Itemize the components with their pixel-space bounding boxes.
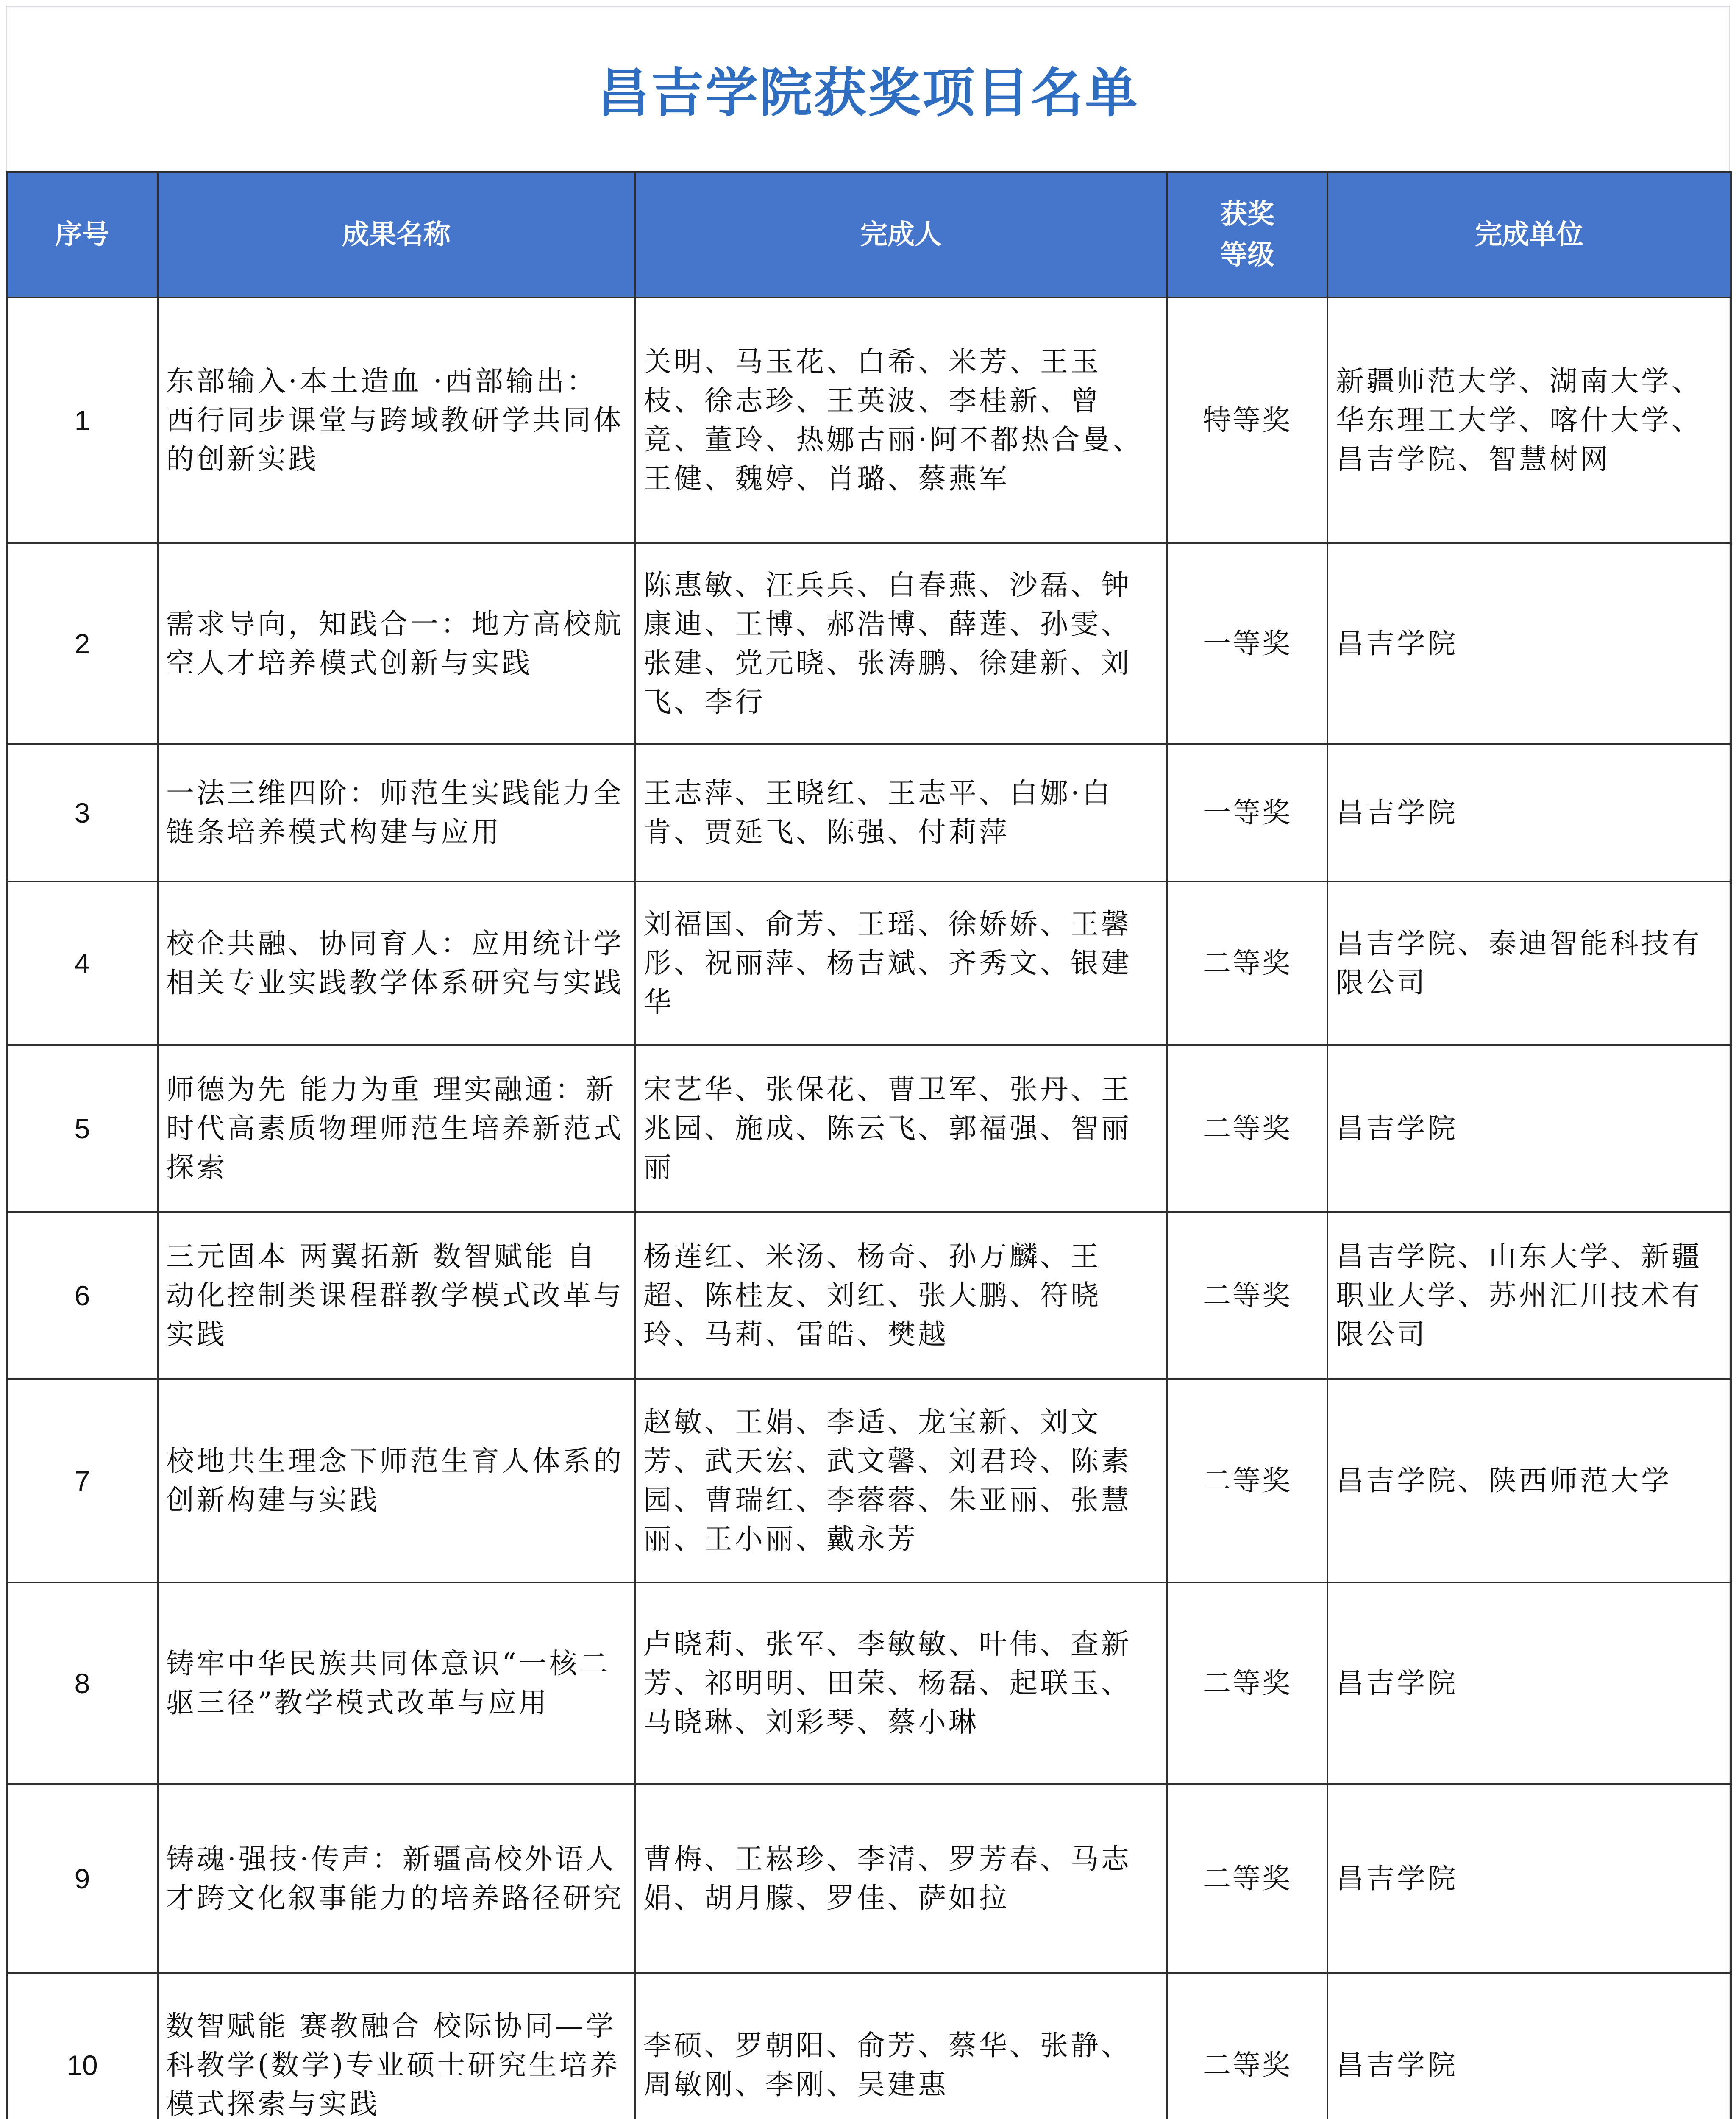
- cell-level: 二等奖: [1167, 1582, 1327, 1784]
- cell-unit: 昌吉学院: [1327, 1045, 1731, 1212]
- cell-index: 4: [7, 882, 158, 1045]
- cell-members: 陈惠敏、汪兵兵、白春燕、沙磊、钟康迪、王博、郝浩博、薛莲、孙雯、张建、党元晓、张涛鹏、徐建新、刘飞、李行: [635, 543, 1167, 744]
- cell-unit: 昌吉学院: [1327, 1582, 1731, 1784]
- cell-level: 二等奖: [1167, 882, 1327, 1045]
- header-row: [7, 172, 1731, 298]
- award-table: [6, 171, 1732, 2119]
- cell-index: 9: [7, 1784, 158, 1973]
- header-unit: 完成单位: [1327, 172, 1731, 298]
- cell-index: 5: [7, 1045, 158, 1212]
- cell-members: 关明、马玉花、白希、米芳、王玉枝、徐志珍、王英波、李桂新、曾竟、董玲、热娜古丽·阿不都热合曼、王健、魏婷、肖璐、蔡燕军: [635, 298, 1167, 543]
- cell-members: 宋艺华、张保花、曹卫军、张丹、王兆园、施成、陈云飞、郭福强、智丽丽: [635, 1045, 1167, 1212]
- header-name: 成果名称: [158, 172, 635, 298]
- table-row: [7, 543, 1731, 744]
- cell-unit: 昌吉学院: [1327, 1973, 1731, 2119]
- cell-members: 李硕、罗朝阳、俞芳、蔡华、张静、周敏刚、李刚、吴建惠: [635, 1973, 1167, 2119]
- table-row: [7, 1784, 1731, 1973]
- cell-level: 二等奖: [1167, 1379, 1327, 1582]
- table-row: [7, 1379, 1731, 1582]
- cell-index: 7: [7, 1379, 158, 1582]
- cell-level: 二等奖: [1167, 1973, 1327, 2119]
- table-row: [7, 744, 1731, 882]
- cell-unit: 昌吉学院: [1327, 1784, 1731, 1973]
- cell-unit: 昌吉学院、陕西师范大学: [1327, 1379, 1731, 1582]
- cell-level: 二等奖: [1167, 1784, 1327, 1973]
- cell-index: 1: [7, 298, 158, 543]
- table-row: [7, 882, 1731, 1045]
- cell-members: 赵敏、王娟、李适、龙宝新、刘文芳、武天宏、武文馨、刘君玲、陈素园、曹瑞红、李蓉蓉、朱亚丽、张慧丽、王小丽、戴永芳: [635, 1379, 1167, 1582]
- table-row: [7, 298, 1731, 543]
- cell-level: 一等奖: [1167, 543, 1327, 744]
- cell-members: 刘福国、俞芳、王瑶、徐娇娇、王馨彤、祝丽萍、杨吉斌、齐秀文、银建华: [635, 882, 1167, 1045]
- cell-index: 6: [7, 1212, 158, 1379]
- cell-index: 2: [7, 543, 158, 744]
- cell-members: 卢晓莉、张军、李敏敏、叶伟、查新芳、祁明明、田荣、杨磊、起联玉、马晓琳、刘彩琴、蔡小琳: [635, 1582, 1167, 1784]
- cell-name: 三元固本 两翼拓新 数智赋能 自动化控制类课程群教学模式改革与实践: [158, 1212, 635, 1379]
- table-row: [7, 1973, 1731, 2119]
- cell-name: 校企共融、协同育人：应用统计学相关专业实践教学体系研究与实践: [158, 882, 635, 1045]
- cell-unit: 昌吉学院: [1327, 543, 1731, 744]
- cell-members: 曹梅、王崧珍、李清、罗芳春、马志娟、胡月朦、罗佳、萨如拉: [635, 1784, 1167, 1973]
- cell-index: 3: [7, 744, 158, 882]
- header-level-line1: 获奖: [1220, 199, 1274, 230]
- cell-members: 王志萍、王晓红、王志平、白娜·白肯、贾延飞、陈强、付莉萍: [635, 744, 1167, 882]
- cell-name: 数智赋能 赛教融合 校际协同—学科教学(数学)专业硕士研究生培养模式探索与实践: [158, 1973, 635, 2119]
- cell-level: 二等奖: [1167, 1212, 1327, 1379]
- cell-name: 东部输入·本土造血 ·西部输出：西行同步课堂与跨域教研学共同体的创新实践: [158, 298, 635, 543]
- cell-members: 杨莲红、米汤、杨奇、孙万麟、王超、陈桂友、刘红、张大鹏、符晓玲、马莉、雷皓、樊越: [635, 1212, 1167, 1379]
- table-body: [7, 298, 1731, 2119]
- cell-index: 10: [7, 1973, 158, 2119]
- cell-name: 一法三维四阶：师范生实践能力全链条培养模式构建与应用: [158, 744, 635, 882]
- cell-name: 铸牢中华民族共同体意识“一核二驱三径”教学模式改革与应用: [158, 1582, 635, 1784]
- cell-unit: 新疆师范大学、湖南大学、华东理工大学、喀什大学、昌吉学院、智慧树网: [1327, 298, 1731, 543]
- cell-name: 校地共生理念下师范生育人体系的创新构建与实践: [158, 1379, 635, 1582]
- table-row: [7, 1212, 1731, 1379]
- header-level-line2: 等级: [1220, 239, 1274, 271]
- table-header: [7, 172, 1731, 298]
- cell-index: 8: [7, 1582, 158, 1784]
- cell-level: 特等奖: [1167, 298, 1327, 543]
- cell-unit: 昌吉学院、山东大学、新疆职业大学、苏州汇川技术有限公司: [1327, 1212, 1731, 1379]
- cell-name: 师德为先 能力为重 理实融通：新时代高素质物理师范生培养新范式探索: [158, 1045, 635, 1212]
- header-level: [1167, 172, 1327, 298]
- cell-unit: 昌吉学院: [1327, 744, 1731, 882]
- cell-unit: 昌吉学院、泰迪智能科技有限公司: [1327, 882, 1731, 1045]
- cell-name: 需求导向，知践合一：地方高校航空人才培养模式创新与实践: [158, 543, 635, 744]
- page-title: 昌吉学院获奖项目名单: [596, 63, 1139, 124]
- table-row: [7, 1582, 1731, 1784]
- cell-level: 一等奖: [1167, 744, 1327, 882]
- cell-level: 二等奖: [1167, 1045, 1327, 1212]
- table-row: [7, 1045, 1731, 1212]
- header-index: 序号: [7, 172, 158, 298]
- cell-name: 铸魂·强技·传声：新疆高校外语人才跨文化叙事能力的培养路径研究: [158, 1784, 635, 1973]
- header-members: 完成人: [635, 172, 1167, 298]
